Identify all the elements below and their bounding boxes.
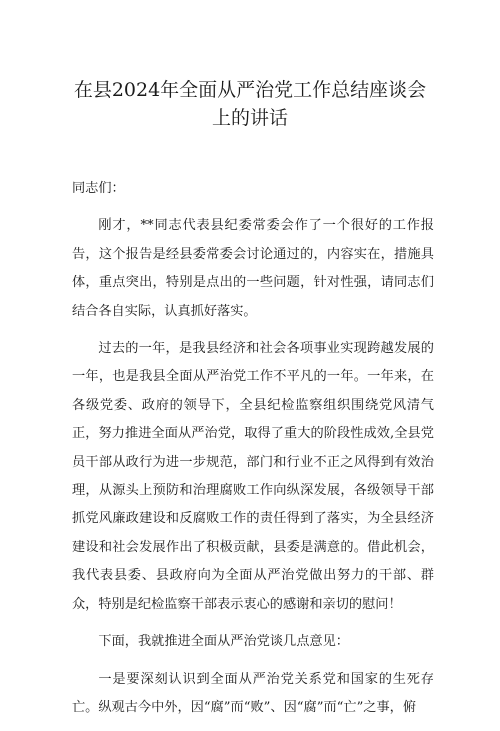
- document-title: 在县2024年全面从严治党工作总结座谈会上的讲话: [73, 79, 427, 129]
- salutation: 同志们：: [72, 181, 125, 196]
- paragraph: 下面，我就推进全面从严治党谈几点意见：: [98, 634, 349, 650]
- paragraph: 过去的一年，是我县经济和社会各项事业实现跨越发展的一年，也是我县全面从严治党工作不平凡的一年。一年来，在各级党委、政府的领导下，全县纪检监察组织围绕党风清气正，努力推进全面从严治党，取得了重大的阶段性成效,全县党员干部从政行为进一步规范，部门和行业不正之风得到有效治理，从源头上预防和治理腐败工作向纵深发展，各级领导干部抓党风廉政建设和反腐败工作的责任得到了落实，为全县经济建设和社会发展作出了积极贡献，县委是满意的。借此机会，我代表县委、县政府向为全面从严治党做出努力的干部、群众，特别是纪检监察干部表示衷心的感谢和亲切的慰问！: [72, 341, 434, 612]
- document-body: [72, 175, 434, 731]
- paragraph: 一是要深刻认识到全面从严治党关系党和国家的生死存亡。纵观古今中外，因“腐”而“败”、因“腐”而“亡”之事，俯: [72, 671, 434, 715]
- paragraph: 刚才，**同志代表县纪委常委会作了一个很好的工作报告，这个报告是经县委常委会讨论通过的，内容实在，措施具体，重点突出，特别是点出的一些问题，针对性强，请同志们结合各自实际，认真抓好落实。: [72, 218, 434, 319]
